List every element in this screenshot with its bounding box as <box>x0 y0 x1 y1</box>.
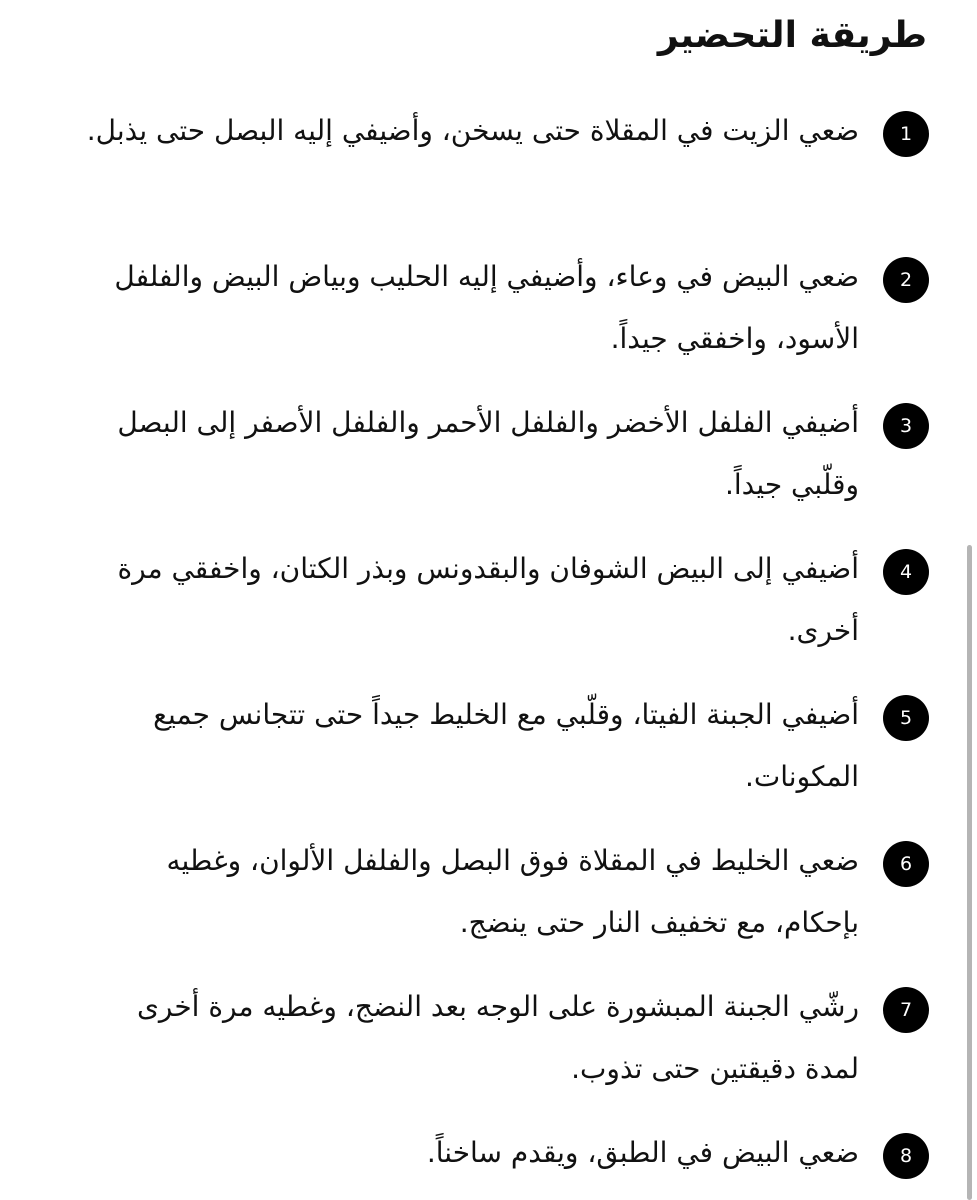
section-title: طريقة التحضير <box>657 15 927 56</box>
step-text: ضعي الخليط في المقلاة فوق البصل والفلفل الألوان، وغطيه بإحكام، مع تخفيف النار حتى ينضج. <box>166 844 859 939</box>
step-text: رشّي الجبنة المبشورة على الوجه بعد النضج، وغطيه مرة أخرى لمدة دقيقتين حتى تذوب. <box>136 990 859 1085</box>
scrollbar-thumb[interactable] <box>967 545 972 1200</box>
step-number-badge: 5 <box>883 695 929 741</box>
step-text: ضعي البيض في الطبق، ويقدم ساخناً. <box>426 1136 859 1169</box>
step-item <box>0 392 977 538</box>
step-number-badge: 8 <box>883 1133 929 1179</box>
step-item <box>0 976 977 1122</box>
step-text: أضيفي الجبنة الفيتا، وقلّبي مع الخليط جيداً حتى تتجانس جميع المكونات. <box>153 698 859 793</box>
step-item <box>0 1122 977 1200</box>
step-item <box>0 830 977 976</box>
step-item <box>0 100 977 246</box>
preparation-steps-list <box>0 100 977 1200</box>
step-text: أضيفي إلى البيض الشوفان والبقدونس وبذر الكتان، واخفقي مرة أخرى. <box>117 552 859 647</box>
step-number-badge: 3 <box>883 403 929 449</box>
step-text: ضعي الزيت في المقلاة حتى يسخن، وأضيفي إليه البصل حتى يذبل. <box>86 114 859 147</box>
step-number-badge: 6 <box>883 841 929 887</box>
step-text: ضعي البيض في وعاء، وأضيفي إليه الحليب وبياض البيض والفلفل الأسود، واخفقي جيداً. <box>114 260 859 355</box>
step-text: أضيفي الفلفل الأخضر والفلفل الأحمر والفلفل الأصفر إلى البصل وقلّبي جيداً. <box>117 406 859 501</box>
step-number-badge: 4 <box>883 549 929 595</box>
step-item <box>0 684 977 830</box>
step-number-badge: 2 <box>883 257 929 303</box>
step-item <box>0 538 977 684</box>
step-number-badge: 1 <box>883 111 929 157</box>
step-item <box>0 246 977 392</box>
step-number-badge: 7 <box>883 987 929 1033</box>
